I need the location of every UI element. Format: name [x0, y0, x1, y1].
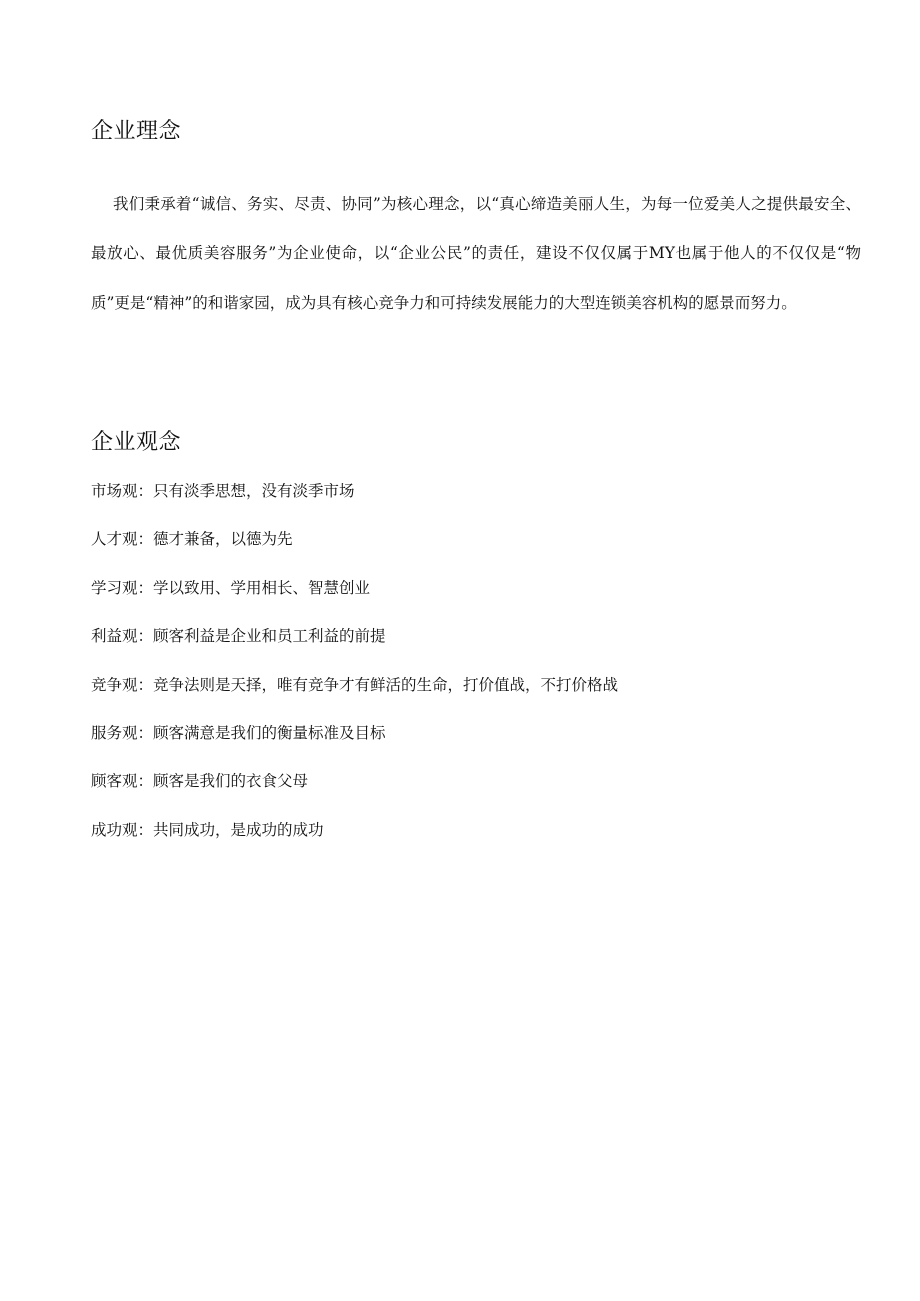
- concept-item-learning: 学习观：学以致用、学用相长、智慧创业: [91, 578, 371, 597]
- concept-item-market: 市场观：只有淡季思想，没有淡季市场: [91, 482, 355, 500]
- concept-item-customer: 顾客观：顾客是我们的衣食父母: [91, 772, 309, 791]
- section-title-philosophy: 企业理念: [91, 119, 182, 144]
- concept-item-service: 服务观：顾客满意是我们的衡量标准及目标: [91, 723, 386, 742]
- concept-item-interest: 利益观：顾客利益是企业和员工利益的前提: [91, 627, 386, 646]
- philosophy-paragraph: 我们秉承着“诚信、务实、尽责、协同”为核心理念，以“真心缔造美丽人生，为每一位爱美人之提供最安全、最放心、最优质美容服务”为企业使命，以“企业公民”的责任，建设不仅仅属于MY也属于他人的不仅仅是“物质”更是“精神”的和谐家园，成为具有核心竞争力和可持续发展能力的大型连锁美容机构的愿景而努力。: [91, 195, 861, 312]
- concept-item-talent: 人才观：德才兼备，以德为先: [91, 530, 293, 549]
- concept-list: [91, 479, 618, 866]
- concept-item-competition: 竞争观：竞争法则是天择，唯有竞争才有鲜活的生命，打价值战，不打价格战: [91, 675, 619, 694]
- section-title-concepts: 企业观念: [91, 430, 182, 455]
- concept-item-success: 成功观：共同成功，是成功的成功: [91, 820, 324, 839]
